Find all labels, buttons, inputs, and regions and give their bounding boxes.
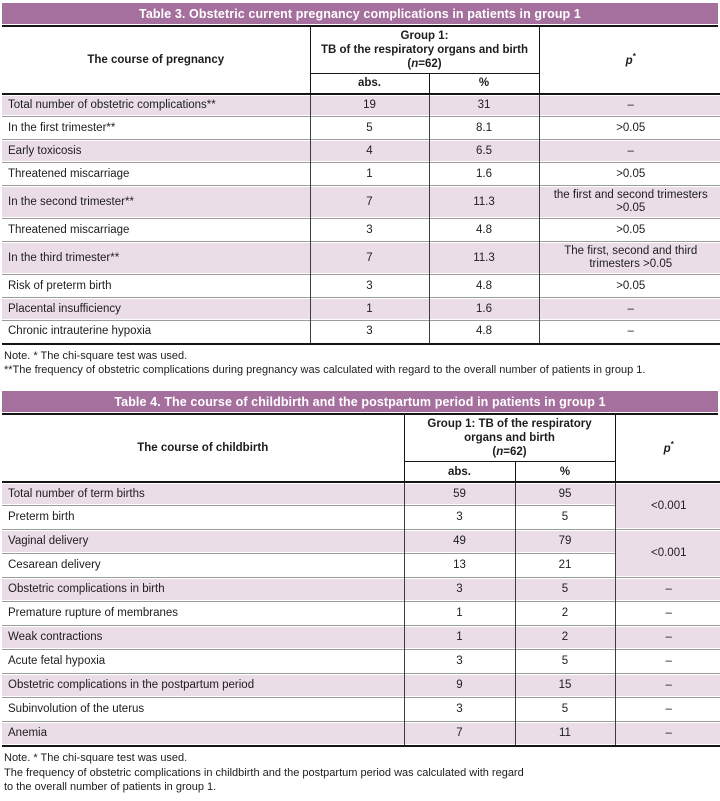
pct-value: 8.1 <box>429 117 539 140</box>
group-n: (n=62) <box>407 58 442 71</box>
p-value: – <box>539 298 720 321</box>
table-row <box>2 674 720 698</box>
note-line: Note. * The chi-square test was used. <box>4 751 188 764</box>
row-label: In the third trimester** <box>2 242 310 275</box>
table-row <box>2 117 720 140</box>
pct-value: 11.3 <box>429 242 539 275</box>
pct-value: 1.6 <box>429 298 539 321</box>
table3-notes <box>2 345 718 385</box>
abs-value: 3 <box>310 275 429 298</box>
row-label: Total number of obstetric complications** <box>2 94 310 117</box>
abs-value: 3 <box>310 219 429 242</box>
abs-value: 59 <box>404 482 515 506</box>
abs-value: 1 <box>404 602 515 626</box>
abs-value: 3 <box>404 698 515 722</box>
abs-value: 3 <box>404 506 515 530</box>
row-label: Subinvolution of the uterus <box>2 698 404 722</box>
group-n: (n=62) <box>492 446 527 459</box>
p-value: – <box>615 602 720 626</box>
table-row <box>2 186 720 219</box>
abs-value: 7 <box>404 722 515 746</box>
table3-title: Table 3. Obstetric current pregnancy complications in patients in group 1 <box>2 3 718 24</box>
table3 <box>2 27 720 345</box>
p-value: The first, second and third trimesters >0.05 <box>539 242 720 275</box>
p-header: p* <box>539 27 720 94</box>
course-header: The course of pregnancy <box>2 27 310 94</box>
table4-header <box>2 415 720 482</box>
row-label: Preterm birth <box>2 506 404 530</box>
table4-block <box>2 391 718 801</box>
p-value: – <box>615 578 720 602</box>
table-row <box>2 506 720 530</box>
row-label: Obstetric complications in birth <box>2 578 404 602</box>
pct-value: 79 <box>515 530 615 554</box>
abs-value: 3 <box>310 321 429 344</box>
table-row <box>2 163 720 186</box>
pct-value: 31 <box>429 94 539 117</box>
p-value: – <box>615 674 720 698</box>
pct-value: 4.8 <box>429 275 539 298</box>
group-line1: Group 1: TB of the respiratory <box>427 418 592 431</box>
pct-value: 15 <box>515 674 615 698</box>
pct-value: 6.5 <box>429 140 539 163</box>
table-row <box>2 140 720 163</box>
row-label: Chronic intrauterine hypoxia <box>2 321 310 344</box>
pct-value: 4.8 <box>429 321 539 344</box>
abs-header: abs. <box>404 462 515 482</box>
pct-value: 5 <box>515 506 615 530</box>
p-value: – <box>615 698 720 722</box>
row-label: Obstetric complications in the postpartum period <box>2 674 404 698</box>
header-row-main <box>2 415 720 462</box>
table-row <box>2 275 720 298</box>
abs-value: 5 <box>310 117 429 140</box>
table3-body <box>2 94 720 344</box>
group-line2: organs and birth <box>464 432 555 445</box>
abs-value: 19 <box>310 94 429 117</box>
p-value: >0.05 <box>539 163 720 186</box>
row-label: Premature rupture of membranes <box>2 602 404 626</box>
table-row <box>2 94 720 117</box>
course-header: The course of childbirth <box>2 415 404 482</box>
pct-value: 11 <box>515 722 615 746</box>
group-line1: Group 1: <box>400 30 449 42</box>
table4-title: Table 4. The course of childbirth and the postpartum period in patients in group 1 <box>2 391 718 412</box>
table-row <box>2 242 720 275</box>
pct-value: 5 <box>515 650 615 674</box>
table-row <box>2 578 720 602</box>
abs-value: 9 <box>404 674 515 698</box>
table-row <box>2 482 720 506</box>
abs-header: abs. <box>310 74 429 94</box>
row-label: Total number of term births <box>2 482 404 506</box>
pct-value: 2 <box>515 626 615 650</box>
p-value-merged: <0.001 <box>615 482 720 530</box>
pct-header: % <box>429 74 539 94</box>
p-value: >0.05 <box>539 275 720 298</box>
abs-value: 7 <box>310 186 429 219</box>
abs-value: 1 <box>310 163 429 186</box>
p-value: – <box>615 722 720 746</box>
table-row <box>2 650 720 674</box>
abs-value: 13 <box>404 554 515 578</box>
p-value: – <box>539 140 720 163</box>
pct-value: 5 <box>515 698 615 722</box>
table-row <box>2 722 720 746</box>
pct-value: 4.8 <box>429 219 539 242</box>
table-row <box>2 321 720 344</box>
p-value: – <box>539 94 720 117</box>
table4 <box>2 415 720 747</box>
p-header: p* <box>615 415 720 482</box>
abs-value: 4 <box>310 140 429 163</box>
p-value: >0.05 <box>539 117 720 140</box>
pct-value: 21 <box>515 554 615 578</box>
p-value: – <box>615 650 720 674</box>
row-label: Risk of preterm birth <box>2 275 310 298</box>
p-value: – <box>539 321 720 344</box>
table3-header <box>2 27 720 94</box>
pct-value: 5 <box>515 578 615 602</box>
pct-value: 95 <box>515 482 615 506</box>
row-label: Placental insufficiency <box>2 298 310 321</box>
abs-value: 1 <box>310 298 429 321</box>
row-label: Early toxicosis <box>2 140 310 163</box>
abs-value: 3 <box>404 650 515 674</box>
group-header <box>310 27 539 74</box>
table3-block <box>2 3 718 384</box>
abs-value: 1 <box>404 626 515 650</box>
row-label: Weak contractions <box>2 626 404 650</box>
note-line: The frequency of obstetric complications in childbirth and the postpartum period was calculated with regard <box>4 766 524 779</box>
table-row <box>2 602 720 626</box>
header-row-main <box>2 27 720 74</box>
table4-notes <box>2 747 718 801</box>
row-label: Anemia <box>2 722 404 746</box>
p-value-merged: <0.001 <box>615 530 720 578</box>
p-value: the first and second trimesters >0.05 <box>539 186 720 219</box>
row-label: Cesarean delivery <box>2 554 404 578</box>
group-header <box>404 415 615 462</box>
pct-value: 1.6 <box>429 163 539 186</box>
table4-body <box>2 482 720 746</box>
abs-value: 7 <box>310 242 429 275</box>
note-line: **The frequency of obstetric complications during pregnancy was calculated with regard to the overall number of patients in group 1. <box>4 364 646 377</box>
table-row <box>2 298 720 321</box>
pct-value: 11.3 <box>429 186 539 219</box>
abs-value: 49 <box>404 530 515 554</box>
row-label: Threatened miscarriage <box>2 163 310 186</box>
p-value: – <box>615 626 720 650</box>
note-line: Note. * The chi-square test was used. <box>4 349 188 362</box>
row-label: Vaginal delivery <box>2 530 404 554</box>
row-label: Threatened miscarriage <box>2 219 310 242</box>
table-row <box>2 530 720 554</box>
abs-value: 3 <box>404 578 515 602</box>
row-label: In the first trimester** <box>2 117 310 140</box>
group-line2: TB of the respiratory organs and birth <box>320 44 529 57</box>
note-line: to the overall number of patients in group 1. <box>4 781 217 794</box>
table-row <box>2 219 720 242</box>
table-row <box>2 698 720 722</box>
row-label: Acute fetal hypoxia <box>2 650 404 674</box>
pct-value: 2 <box>515 602 615 626</box>
table-row <box>2 626 720 650</box>
pct-header: % <box>515 462 615 482</box>
p-value: >0.05 <box>539 219 720 242</box>
row-label: In the second trimester** <box>2 186 310 219</box>
table-row <box>2 554 720 578</box>
